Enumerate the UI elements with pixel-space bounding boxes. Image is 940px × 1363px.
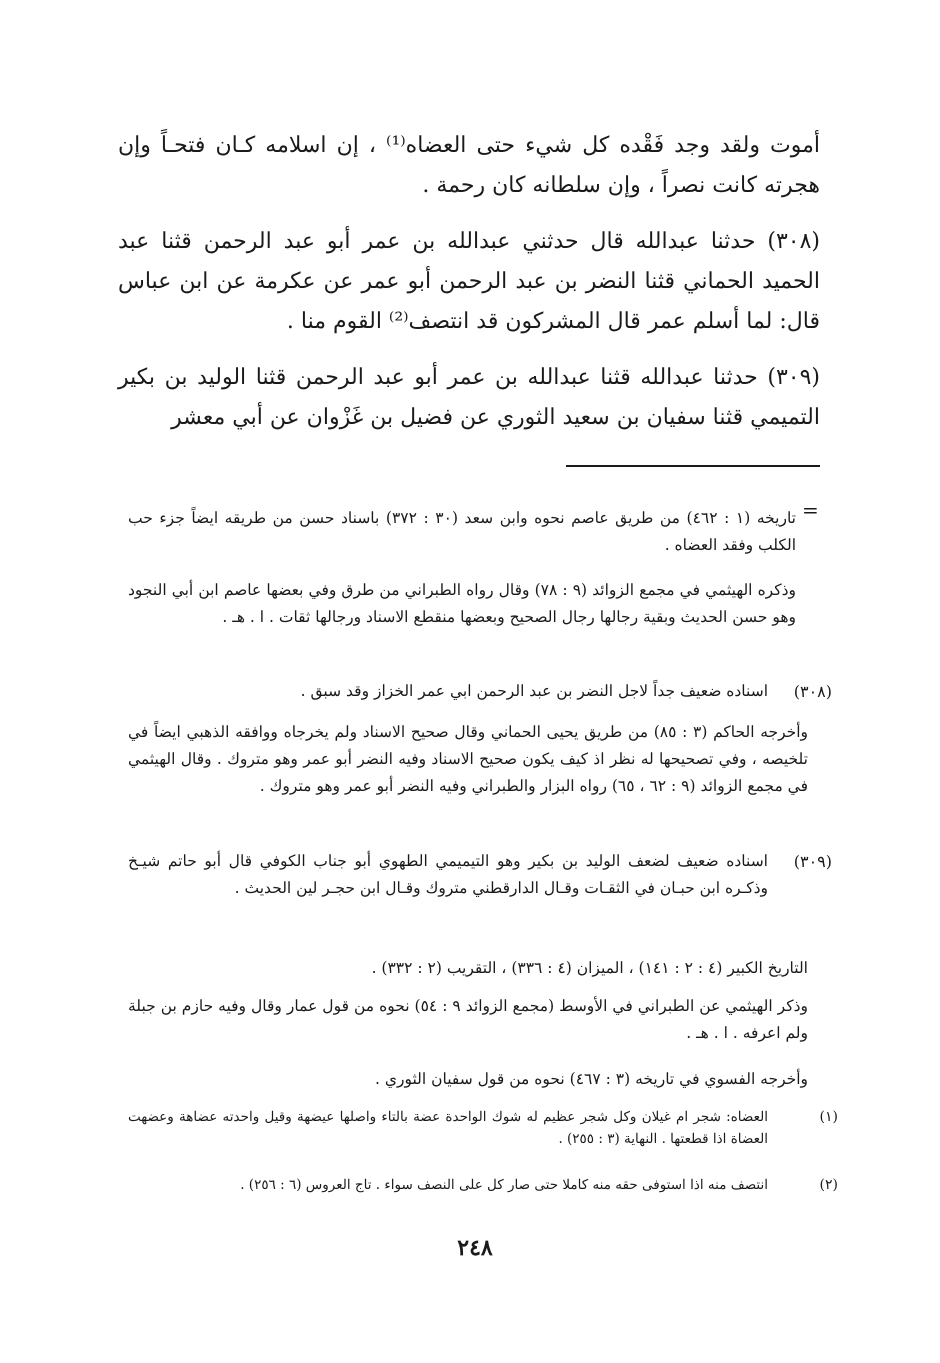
main-paragraph-3 [118,358,820,438]
note-308-line-1 [128,678,768,705]
note-308-text-b: وأخرجه الحاكم (٣ : ٨٥) من طريق يحيى الحماني وقال صحيح الاسناد ولم يخرجاه ووافقه الذهبي ايضاً في تلخيصه ، وفي تصحيحها له نظر اذ كيف يكون صحيح الاسناد وفيه النضر أبو عمر وهو متروك . وقال الهيثمي في مجمع الزوائد (٩ : ٦٢ ، ٦٥) رواه البزار والطبراني وفيه النضر أبو عمر وهو متروك . [128,723,809,795]
note-308-body [128,719,808,800]
note-309-refs [128,955,808,982]
note-309-text-d: وأخرجه الفسوي في تاريخه (٣ : ٤٦٧) نحوه من قول سفيان الثوري . [375,1070,808,1088]
continued-note-text-1: تاريخه (١ : ٤٦٢) من طريق عاصم نحوه وابن سعد (٣٠ : ٣٧٢) باسناد حسن من طريقه ايضاً جزء حب الكلب وفقد العضاه . [128,509,796,554]
note-308-text-a: اسناده ضعيف جداً لاجل النضر بن عبد الرحمن ابي عمر الخزاز وقد سبق . [300,682,768,700]
note-309-fasawi [128,1066,808,1093]
note-309-text-c: وذكر الهيثمي عن الطبراني في الأوسط (مجمع الزوائد ٩ : ٥٤) نحوه من قول عمار وقال وفيه حازم بن جبلة ولم اعرفه . ا . هـ . [128,997,808,1042]
continued-note-2 [128,577,796,631]
note-309-number: (٣٠٩) [793,852,832,871]
gloss-2-number: (٢) [819,1177,838,1193]
hadith-308: (٣٠٨) حدثنا عبدالله قال حدثني عبدالله بن عمر أبو عبد الرحمن قثنا عبد الحميد الحماني قثنا النضر بن عبد الرحمن أبو عمر عن عكرمة عن ابن عباس قال: لما أسلم عمر قال المشركون قد انتصف⁽²⁾ القوم منا . [118,229,820,334]
note-309-text-a: اسناده ضعيف لضعف الوليد بن بكير وهو التيميمي الطهوي أبو جناب الكوفي قال أبو حاتم شيـخ وذكـره ابن حبـان في الثقـات وقـال الدارقطني متروك وقـال ابن حجـر لين الحديث . [128,852,768,897]
note-309-line-1 [128,848,768,902]
footnote-separator [566,465,820,467]
gloss-1-number: (١) [819,1109,838,1125]
hadith-309: (٣٠٩) حدثنا عبدالله قثنا عبدالله بن عمر أبو عبد الرحمن قثنا الوليد بن بكير التميمي قثنا سفيان بن سعيد الثوري عن فضيل بن غَزْوان عن أبي معشر [118,365,820,430]
note-308-number: (٣٠٨) [793,682,832,701]
page-number: ٢٤٨ [457,1235,493,1261]
continued-note-mark: = [802,498,819,522]
main-paragraph-1 [118,126,820,206]
continued-note [128,505,796,559]
main-paragraph-2 [118,222,820,342]
note-309-haythami [128,993,808,1047]
continued-note-text-2: وذكره الهيثمي في مجمع الزوائد (٩ : ٧٨) وقال رواه الطبراني من طرق وفي بعضها عاصم ابن أبي النجود وهو حسن الحديث وبقية رجالها رجال الصحيح وبعضها منقطع الاسناد ورجالها ثقات . ا . هـ . [128,581,797,626]
gloss-2 [128,1174,768,1196]
gloss-1 [128,1106,768,1150]
gloss-1-text: العضاه: شجر ام غيلان وكل شجر عظيم له شوك الواحدة عضة بالتاء واصلها عيضهة وقيل واحدته عضاهة وعضهت العضاة اذا قطعتها . النهاية (٣ : ٢٥٥) . [128,1109,768,1147]
gloss-2-text: انتصف منه اذا استوفى حقه منه كاملا حتى صار كل على النصف سواء . تاج العروس (٦ : ٢٥٦) . [240,1177,768,1193]
note-309-text-b: التاريخ الكبير (٤ : ٢ : ١٤١) ، الميزان (٤ : ٣٣٦) ، التقريب (٢ : ٣٣٢) . [371,959,808,977]
main-text-1: أموت ولقد وجد فَقْده كل شيء حتى العضاه⁽¹⁾ ، إن اسلامه كـان فتحـاً وإن هجرته كانت نصراً ، وإن سلطانه كان رحمة . [118,133,820,198]
